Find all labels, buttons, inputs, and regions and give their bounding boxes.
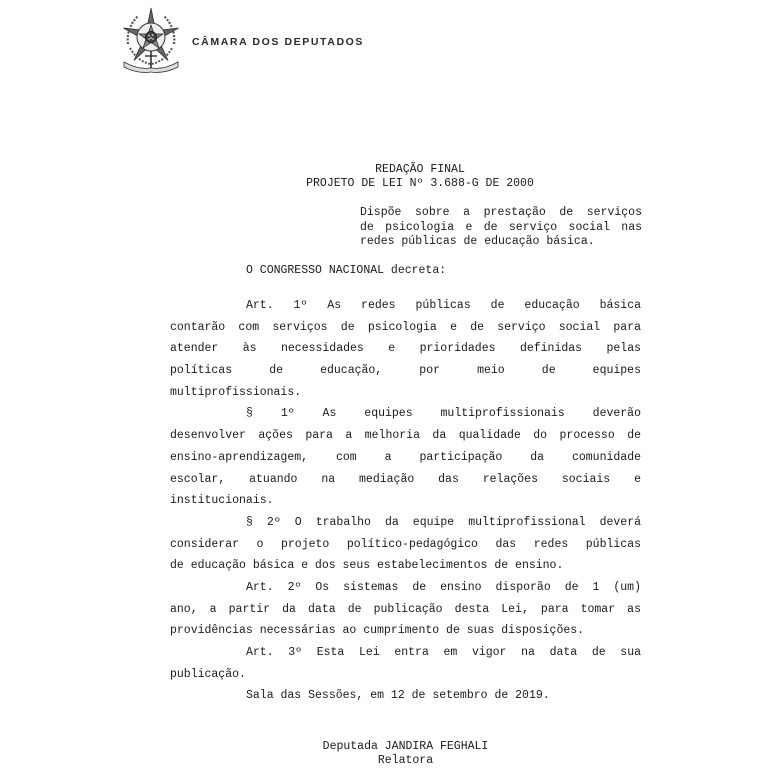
body-line: providências necessárias ao cumprimento de suas disposições.: [170, 624, 585, 638]
body-line: considerar o projeto político-pedagógico das redes públicas: [170, 537, 641, 551]
title-line-2: PROJETO DE LEI Nº 3.688-G DE 2000: [306, 177, 534, 190]
body-line: § 2º O trabalho da equipe multiprofissional deverá: [246, 515, 641, 529]
coat-of-arms-icon: [118, 4, 184, 76]
signatory-name: Deputada JANDIRA FEGHALI: [322, 740, 489, 753]
institution-name: CÂMARA DOS DEPUTADOS: [192, 36, 365, 48]
signature-block: [170, 740, 641, 767]
body-line: multiprofissionais.: [170, 385, 302, 399]
law-body-text: [170, 295, 641, 707]
ementa: [360, 206, 642, 250]
body-line: Art. 1º As redes públicas de educação básica: [246, 299, 641, 312]
document-header: [118, 4, 364, 76]
body-line: atender às necessidades e prioridades definidas pelas: [170, 342, 641, 356]
document-title: [170, 163, 670, 191]
enacting-clause: O CONGRESSO NACIONAL decreta:: [246, 264, 447, 277]
ementa-line: de psicologia e de serviço social nas: [360, 220, 642, 234]
title-line-1: REDAÇÃO FINAL: [375, 163, 465, 176]
body-line: políticas de educação, por meio de equipes: [170, 364, 641, 378]
body-line: Art. 2º Os sistemas de ensino disporão de 1 (um): [246, 580, 641, 594]
body-line: ensino-aprendizagem, com a participação da comunidade: [170, 450, 641, 464]
body-line: desenvolver ações para a melhoria da qualidade do processo de: [170, 429, 641, 443]
ementa-line: Dispõe sobre a prestação de serviços: [360, 206, 642, 219]
body-line: Art. 3º Esta Lei entra em vigor na data de sua: [246, 646, 641, 659]
body-line: institucionais.: [170, 494, 274, 508]
body-line: de educação básica e dos seus estabelecimentos de ensino.: [170, 559, 564, 573]
body-line: Sala das Sessões, em 12 de setembro de 2019.: [246, 689, 550, 703]
body-line: escolar, atuando na mediação das relações sociais e: [170, 472, 641, 486]
body-line: publicação.: [170, 667, 246, 681]
body-line: ano, a partir da data de publicação desta Lei, para tomar as: [170, 602, 641, 616]
ementa-line: redes públicas de educação básica.: [360, 235, 595, 248]
signatory-role: Relatora: [377, 753, 434, 767]
body-line: § 1º As equipes multiprofissionais deverão: [246, 407, 641, 421]
body-line: contarão com serviços de psicologia e de serviço social para: [170, 320, 641, 334]
